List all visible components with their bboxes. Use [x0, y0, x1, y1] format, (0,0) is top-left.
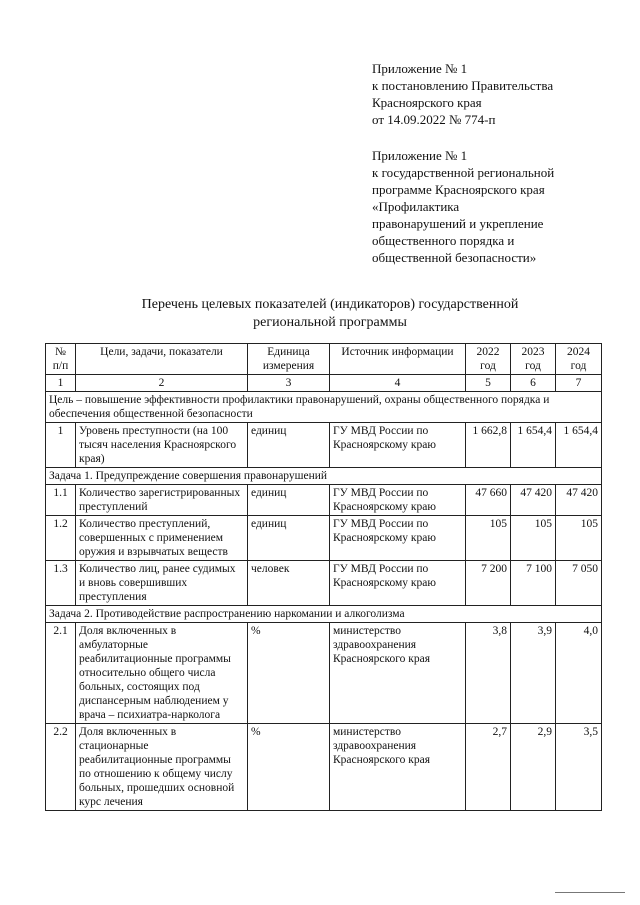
appendix-line: Красноярского края — [372, 95, 482, 110]
row-number: 2.1 — [46, 623, 76, 724]
indicator-name: Количество преступлений, совершенных с применением оружия и взрывчатых веществ — [76, 516, 248, 561]
source-cell: ГУ МВД России по Красноярскому краю — [330, 516, 466, 561]
value-2022: 105 — [466, 516, 511, 561]
task-row — [46, 606, 602, 623]
header-unit: Единица измерения — [248, 344, 330, 375]
value-2022: 47 660 — [466, 485, 511, 516]
unit-cell: % — [248, 623, 330, 724]
appendix-line: общественного порядка и — [372, 233, 515, 248]
appendix-decree-block — [372, 60, 553, 128]
appendix-program-block — [372, 147, 554, 266]
value-2024: 47 420 — [556, 485, 602, 516]
value-2023: 2,9 — [511, 724, 556, 811]
table-row — [46, 724, 602, 811]
value-2024: 1 654,4 — [556, 423, 602, 468]
column-number: 5 — [466, 375, 511, 392]
indicator-name: Доля включенных в стационарные реабилитационные программы по отношению к общему числу больных, прошедших основной курс лечения — [76, 724, 248, 811]
appendix-line: общественной безопасности» — [372, 250, 537, 265]
unit-cell: человек — [248, 561, 330, 606]
appendix-line: Приложение № 1 — [372, 61, 468, 76]
unit-cell: единиц — [248, 423, 330, 468]
header-source: Источник информации — [330, 344, 466, 375]
appendix-line: программе Красноярского края — [372, 182, 545, 197]
header-2022: 2022 год — [466, 344, 511, 375]
column-number: 3 — [248, 375, 330, 392]
header-goals: Цели, задачи, показатели — [76, 344, 248, 375]
value-2024: 105 — [556, 516, 602, 561]
indicator-name: Уровень преступности (на 100 тысяч населения Красноярского края) — [76, 423, 248, 468]
unit-cell: единиц — [248, 516, 330, 561]
row-number: 1.3 — [46, 561, 76, 606]
task-row — [46, 468, 602, 485]
value-2024: 7 050 — [556, 561, 602, 606]
appendix-line: Приложение № 1 — [372, 148, 468, 163]
unit-cell: единиц — [248, 485, 330, 516]
value-2022: 1 662,8 — [466, 423, 511, 468]
value-2024: 4,0 — [556, 623, 602, 724]
appendix-line: к постановлению Правительства — [372, 78, 554, 93]
source-cell: ГУ МВД России по Красноярскому краю — [330, 423, 466, 468]
value-2022: 2,7 — [466, 724, 511, 811]
source-cell: министерство здравоохранения Красноярского края — [330, 623, 466, 724]
table-row — [46, 516, 602, 561]
column-number: 1 — [46, 375, 76, 392]
title-line: Перечень целевых показателей (индикаторов) государственной — [141, 297, 519, 312]
column-number: 6 — [511, 375, 556, 392]
value-2022: 7 200 — [466, 561, 511, 606]
header-2023: 2023 год — [511, 344, 556, 375]
unit-cell: % — [248, 724, 330, 811]
indicator-name: Доля включенных в амбулаторные реабилитационные программы относительно общего числа больных, состоящих под диспансерным наблюдением у врача – психиатра-нарколога — [76, 623, 248, 724]
value-2023: 105 — [511, 516, 556, 561]
indicators-table — [45, 343, 602, 811]
appendix-line: к государственной региональной — [372, 165, 555, 180]
row-number: 1 — [46, 423, 76, 468]
goal-text: Цель – повышение эффективности профилактики правонарушений, охраны общественного порядка и обеспечения общественной безопасности — [46, 392, 602, 423]
appendix-line: «Профилактика — [372, 199, 460, 214]
source-cell: министерство здравоохранения Красноярского края — [330, 724, 466, 811]
table-row — [46, 485, 602, 516]
task-text: Задача 1. Предупреждение совершения правонарушений — [46, 468, 602, 485]
value-2024: 3,5 — [556, 724, 602, 811]
value-2023: 7 100 — [511, 561, 556, 606]
value-2022: 3,8 — [466, 623, 511, 724]
row-number: 2.2 — [46, 724, 76, 811]
header-2024: 2024 год — [556, 344, 602, 375]
table-header-row — [46, 344, 602, 375]
footer-divider — [555, 892, 625, 893]
source-cell: ГУ МВД России по Красноярскому краю — [330, 485, 466, 516]
indicator-name: Количество зарегистрированных преступлений — [76, 485, 248, 516]
column-number: 7 — [556, 375, 602, 392]
appendix-line: правонарушений и укрепление — [372, 216, 544, 231]
column-number: 2 — [76, 375, 248, 392]
row-number: 1.1 — [46, 485, 76, 516]
row-number: 1.2 — [46, 516, 76, 561]
table-row — [46, 623, 602, 724]
task-text: Задача 2. Противодействие распространению наркомании и алкоголизма — [46, 606, 602, 623]
appendix-line: от 14.09.2022 № 774-п — [372, 112, 496, 127]
source-cell: ГУ МВД России по Красноярскому краю — [330, 561, 466, 606]
value-2023: 1 654,4 — [511, 423, 556, 468]
indicator-name: Количество лиц, ранее судимых и вновь совершивших преступления — [76, 561, 248, 606]
table-row — [46, 423, 602, 468]
table-row — [46, 561, 602, 606]
document-title — [60, 296, 600, 332]
header-number: № п/п — [46, 344, 76, 375]
goal-row — [46, 392, 602, 423]
title-line: региональной программы — [253, 315, 407, 330]
value-2023: 3,9 — [511, 623, 556, 724]
value-2023: 47 420 — [511, 485, 556, 516]
column-number-row — [46, 375, 602, 392]
column-number: 4 — [330, 375, 466, 392]
